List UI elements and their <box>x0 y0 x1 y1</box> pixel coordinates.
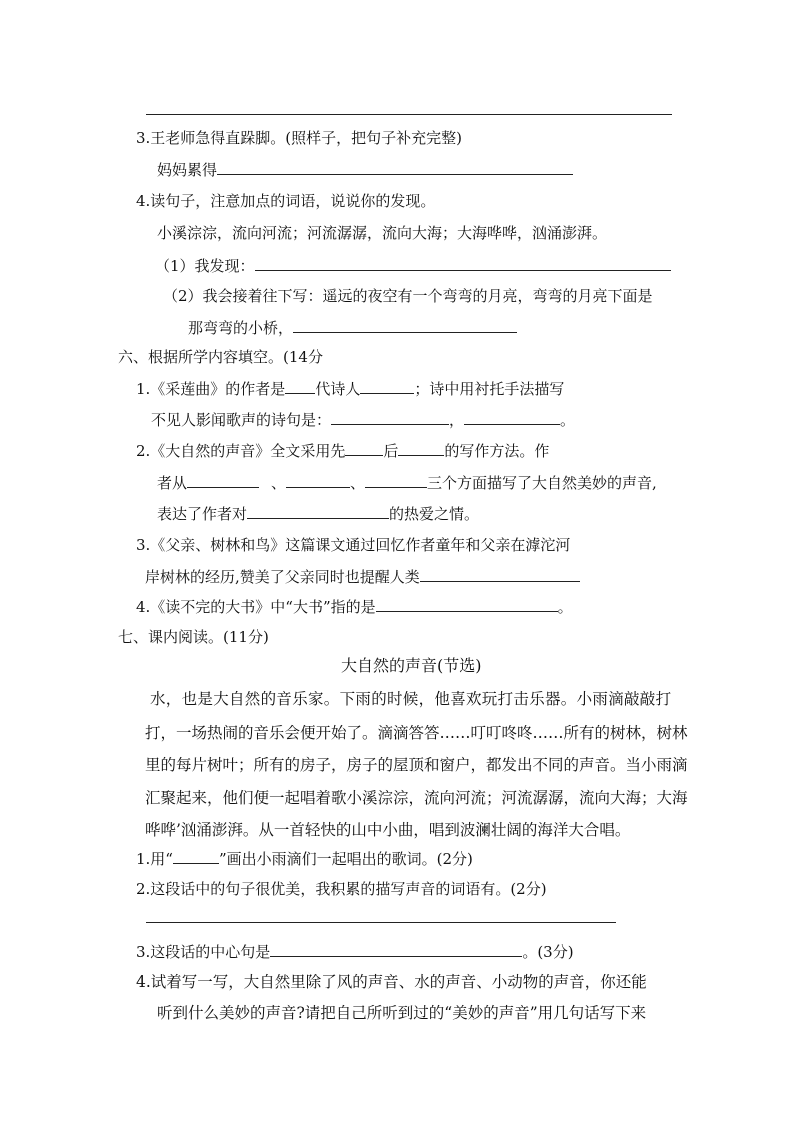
s7-q4-line2: 听到什么美妙的声音?请把自己所听到过的“美妙的声音”用几句话写下来 <box>157 1004 647 1022</box>
q4-sentence: 小溪淙淙，流向河流；河流潺潺，流向大海；大海哗哗，汹涌澎湃。 <box>157 224 608 242</box>
passage-line-1: 水，也是大自然的音乐家。下雨的时候，他喜欢玩打击乐器。小雨滴敲敲打 <box>150 690 672 708</box>
q4-sub1-label: （1）我发现： <box>155 257 255 275</box>
s6-i1-blank-line2[interactable] <box>464 409 560 425</box>
s6-i2-text-f: 表达了作者对 <box>157 505 248 523</box>
s6-i1-text-c: ；诗中用衬托手法描写 <box>414 380 565 398</box>
passage-line-3: 里的每片树叶；所有的房子，房子的屋顶和窗户，都发出不同的声音。当小雨滴 <box>145 756 688 774</box>
s7-q4-line1: 4.试着写一写，大自然里除了风的声音、水的声音、小动物的声音，你还能 <box>136 973 647 991</box>
q4-sub2-line2: 那弯弯的小桥， <box>188 319 294 337</box>
s6-item3-row2 <box>145 566 580 587</box>
s6-item4-row <box>136 596 573 617</box>
s6-i1-blank-line1[interactable] <box>331 409 449 425</box>
s6-i4-text-a: 4.《读不完的大书》中“大书”指的是 <box>136 598 376 616</box>
q4-sub1-row <box>155 255 671 276</box>
s6-i2-blank-aspect2[interactable] <box>286 472 350 488</box>
s7-q2-label: 2.这段话中的句子很优美，我积累的描写声音的词语有。(2分) <box>136 880 547 898</box>
s7-q1-text-b: ”画出小雨滴们一起唱出的歌词。(2分) <box>218 850 473 868</box>
s7-q3-row <box>136 941 574 962</box>
s6-i1-text-d: 不见人影闻歌声的诗句是： <box>151 411 332 429</box>
s6-item1-row1 <box>136 378 564 399</box>
s6-i1-period: 。 <box>560 411 576 429</box>
s6-i2-blank-first[interactable] <box>345 440 383 456</box>
passage-title: 大自然的声音(节选) <box>341 656 482 675</box>
s6-i2-text-g: 的热爱之情。 <box>389 505 480 523</box>
s6-i2-blank-aspect1[interactable] <box>187 472 259 488</box>
passage-line-5: 哗哗’汹涌澎湃。从一首轻快的山中小曲，唱到波澜壮阔的海洋大合唱。 <box>145 821 631 839</box>
s6-i1-blank-poet[interactable] <box>360 378 414 394</box>
s6-item2-row3 <box>157 503 479 524</box>
s6-i2-text-a: 2.《大自然的声音》全文采用先 <box>136 442 346 460</box>
s6-i4-period: 。 <box>557 598 573 616</box>
q3-answer-row <box>157 159 573 180</box>
s6-item1-row2 <box>151 409 575 430</box>
s7-q3-blank[interactable] <box>270 941 522 957</box>
q4-label: 4.读句子，注意加点的词语，说说你的发现。 <box>136 192 436 210</box>
section6-heading: 六、根据所学内容填空。(14分 <box>118 348 323 366</box>
s7-q1-row <box>136 848 473 869</box>
s6-i2-blank-aspect3[interactable] <box>365 472 427 488</box>
q3-prefix: 妈妈累得 <box>157 161 218 179</box>
s6-i2-blank-love[interactable] <box>247 503 389 519</box>
passage-line-2: 打，一场热闹的音乐会便开始了。滴滴答答……叮叮咚咚……所有的树林，树林 <box>145 724 688 742</box>
s6-i1-text-a: 1.《采莲曲》的作者是 <box>136 380 286 398</box>
passage-line-4: 汇聚起来，他们便一起唱着歌小溪淙淙，流向河流；河流潺潺，流向大海；大海 <box>145 789 688 807</box>
s6-i2-text-d: 者从 <box>157 474 188 492</box>
s7-q3-text-a: 3.这段话的中心句是 <box>136 943 271 961</box>
q3-label: 3.王老师急得直跺脚。(照样子，把句子补充完整) <box>136 129 463 147</box>
q4-sub1-blank[interactable] <box>255 255 671 271</box>
q4-sub2-row <box>188 317 517 338</box>
s7-q2-answer-line[interactable] <box>146 922 616 923</box>
s7-q1-text-a: 1.用“ <box>136 850 173 868</box>
s6-i4-blank[interactable] <box>376 596 558 612</box>
s6-i1-comma: ， <box>449 411 465 429</box>
section7-heading: 七、课内阅读。(11分) <box>118 628 269 646</box>
s6-i3-text-b: 岸树林的经历,赞美了父亲同时也提醒人类 <box>145 568 420 586</box>
q3-blank[interactable] <box>217 159 573 175</box>
q4-sub2-line1: （2）我会接着往下写：遥远的夜空有一个弯弯的月亮，弯弯的月亮下面是 <box>163 287 653 305</box>
s6-item3-row1: 3.《父亲、树林和鸟》这篇课文通过回忆作者童年和父亲在滹沱河 <box>136 536 571 554</box>
s6-i2-blank-then[interactable] <box>398 440 444 456</box>
q4-sub2-blank[interactable] <box>293 317 517 333</box>
s6-i2-sep1: 、 <box>271 474 287 492</box>
s6-i2-sep2: 、 <box>350 474 366 492</box>
s6-i2-text-c: 的写作方法。作 <box>444 442 550 460</box>
s7-q3-text-b: 。(3分) <box>522 943 574 961</box>
s6-i2-text-b: 后 <box>383 442 399 460</box>
s6-i1-blank-dynasty[interactable] <box>285 378 315 394</box>
s6-item2-row1 <box>136 440 549 461</box>
s7-q1-blank[interactable] <box>173 848 219 864</box>
s6-i2-text-e: 三个方面描写了大自然美妙的声音, <box>427 474 657 492</box>
s6-item2-row2 <box>157 472 657 493</box>
s6-i1-text-b: 代诗人 <box>315 380 361 398</box>
answer-line[interactable] <box>146 114 672 115</box>
s6-i3-blank[interactable] <box>420 566 580 582</box>
